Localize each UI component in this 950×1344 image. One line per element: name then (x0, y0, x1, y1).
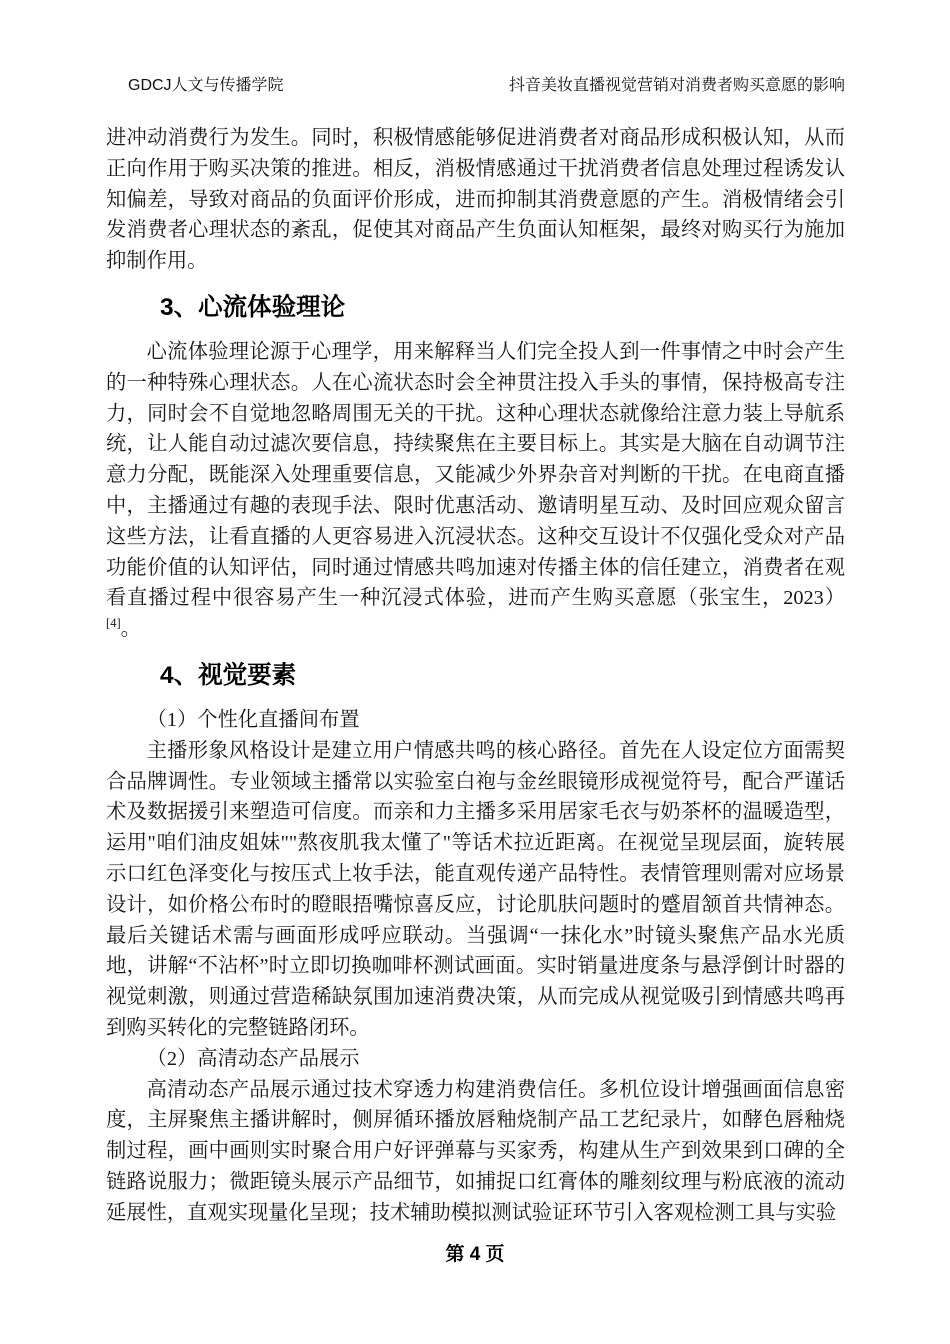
section-heading-visual-elements: 4、视觉要素 (160, 661, 297, 689)
subsection-title-personalized-studio: （1）个性化直播间布置 (146, 708, 360, 731)
page-number-footer: 第 4 页 (445, 1244, 505, 1265)
running-header (106, 76, 845, 96)
paragraph-flow-theory (106, 337, 845, 645)
citation-superscript-4: [4] (106, 616, 121, 631)
document-body (106, 123, 845, 1229)
header-thesis-title: 抖音美妆直播视觉营销对消费者购买意愿的影响 (508, 77, 845, 94)
subsection-title-hd-product-display: （2）高清动态产品展示 (146, 1047, 360, 1070)
header-school-name: GDCJ人文与传播学院 (128, 77, 284, 94)
section-heading-flow-theory: 3、心流体验理论 (160, 293, 346, 321)
paragraph-personalized-studio: 主播形象风格设计是建立用户情感共鸣的核心路径。首先在人设定位方面需契合品牌调性。专业领域主播常以实验室白袍与金丝眼镜形成视觉符号，配合严谨话术及数据援引来塑造可信度。而亲和力主播多采用居家毛衣与奶茶杯的温暖造型，运用"咱们油皮姐妹""熬夜肌我太懂了"等话术拉近距离。在视觉呈现层面，旋转展示口红色泽变化与按压式上妆手法，能直观传递产品特性。表情管理则需对应场景设计，如价格公布时的瞪眼捂嘴惊喜反应，讨论肌肤问题时的蹙眉颔首共情神态。最后关键话术需与画面形成呼应联动。当强调“一抹化水”时镜头聚焦产品水光质地，讲解“不沾杯”时立即切换咖啡杯测试画面。实时销量进度条与悬浮倒计时器的视觉刺激，则通过营造稀缺氛围加速消费决策，从而完成从视觉吸引到情感共鸣再到购买转化的完整链路闭环。 (106, 739, 845, 1039)
paragraph-hd-product-display: 高清动态产品展示通过技术穿透力构建消费信任。多机位设计增强画面信息密度，主屏聚焦主播讲解时，侧屏循环播放唇釉烧制产品工艺纪录片，如酵色唇釉烧制过程，画中画则实时聚合用户好评弹幕与买家秀，构建从生产到效果到口碑的全链路说服力；微距镜头展示产品细节，如捕捉口红膏体的雕刻纹理与粉底液的流动延展性，直观实现量化呈现；技术辅助模拟测试验证环节引入客观检测工具与实验 (106, 1078, 845, 1224)
paragraph-flow-theory-text: 心流体验理论源于心理学，用来解释当人们完全投人到一件事情之中时会产生的一种特殊心理状态。人在心流状态时会全神贯注投入手头的事情，保持极高专注力，同时会不自觉地忽略周围无关的干扰。这种心理状态就像给注意力装上导航系统，让人能自动过滤次要信息，持续聚焦在主要目标上。其实是大脑在自动调节注意力分配，既能深入处理重要信息，又能减少外界杂音对判断的干扰。在电商直播中，主播通过有趣的表现手法、限时优惠活动、邀请明星互动、及时回应观众留言这些方法，让看直播的人更容易进入沉浸状态。这种交互设计不仅强化受众对产品功能价值的认知评估，同时通过情感共鸣加速对传播主体的信任建立，消费者在观看直播过程中很容易产生一种沉浸式体验，进而产生购买意愿（张宝生，2023） (106, 340, 845, 610)
paragraph-emotion-continuation: 进冲动消费行为发生。同时，积极情感能够促进消费者对商品形成积极认知，从而正向作用于购买决策的推进。相反，消极情感通过干扰消费者信息处理过程诱发认知偏差，导致对商品的负面评价形成，进而抑制其消费意愿的产生。消极情绪会引发消费者心理状态的紊乱，促使其对商品产生负面认知框架，最终对购买行为施加抑制作用。 (106, 127, 845, 273)
paragraph-flow-theory-tail: 。 (120, 618, 141, 641)
